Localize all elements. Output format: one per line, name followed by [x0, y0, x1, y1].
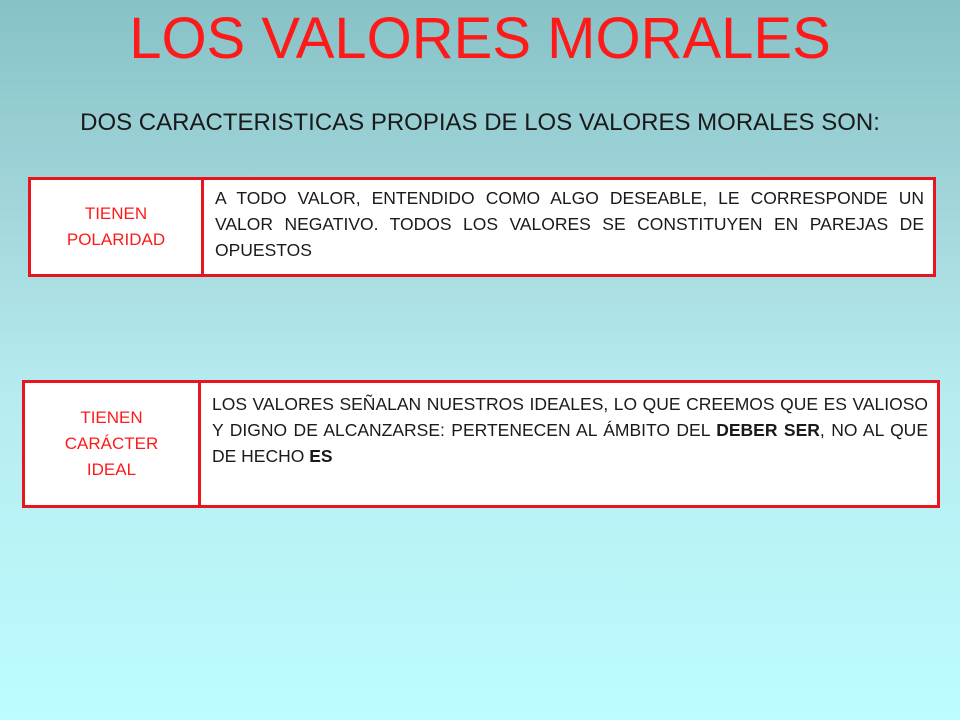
polarity-label — [31, 180, 204, 274]
slide-subtitle: DOS CARACTERISTICAS PROPIAS DE LOS VALORES MORALES SON: — [80, 109, 880, 136]
polarity-label-text: TIENEN POLARIDAD — [66, 204, 166, 249]
ideal-card — [22, 380, 940, 508]
ideal-text-part2: , NO AL QUE DE HECHO — [212, 420, 928, 466]
slide-title: LOS VALORES MORALES — [129, 6, 831, 71]
polarity-description: A TODO VALOR, ENTENDIDO COMO ALGO DESEABLE, LE CORRESPONDE UN VALOR NEGATIVO. TODOS LOS VALORES SE CONSTITUYEN EN PAREJAS DE OPUESTOS — [215, 188, 924, 260]
ideal-text-bold1: DEBER SER — [716, 420, 820, 440]
ideal-text-part1: LOS VALORES SEÑALAN NUESTROS IDEALES, LO QUE CREEMOS QUE ES VALIOSO Y DIGNO DE ALCANZARSE: PERTENECEN AL ÁMBITO DEL — [212, 394, 928, 440]
ideal-text-bold2: ES — [309, 446, 333, 466]
ideal-label-text: TIENEN CARÁCTER IDEAL — [64, 408, 159, 479]
ideal-description — [201, 383, 937, 505]
polarity-card — [28, 177, 936, 277]
ideal-label — [25, 383, 201, 505]
